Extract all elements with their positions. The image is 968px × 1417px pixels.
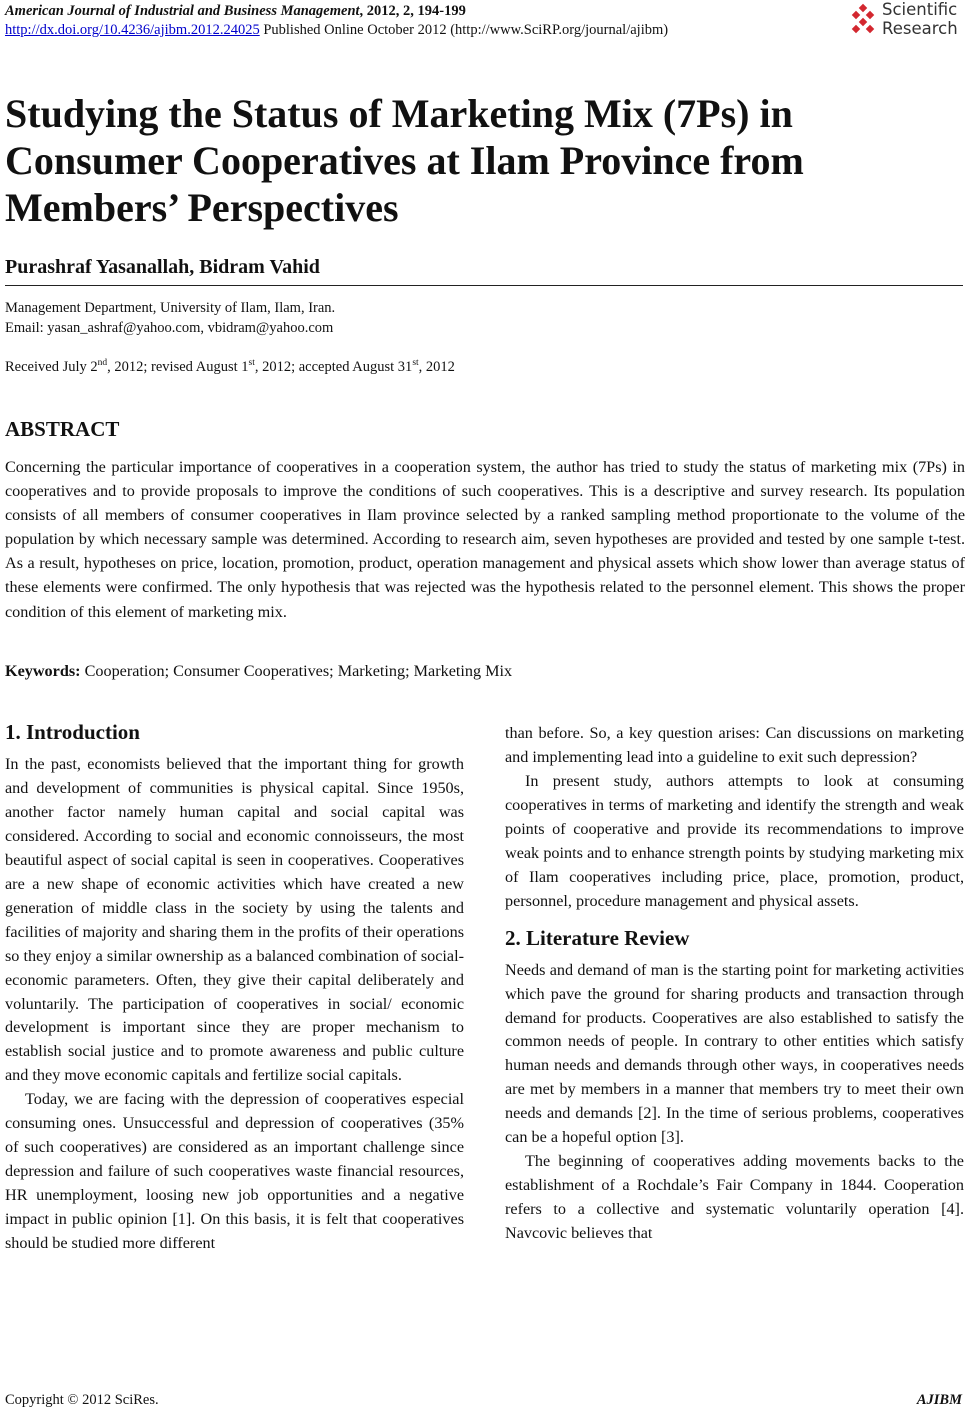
affiliation: Management Department, University of Ilam, Ilam, Iran. (5, 300, 336, 316)
abstract-text: Concerning the particular importance of cooperatives in a cooperation system, the author has tried to study the status of marketing mix (7Ps) in cooperatives and to provide proposals to improve the conditions of such cooperatives. This is a descriptive and survey research. Its population consists of all members of consumer cooperatives in Ilam province selected by a ranked sampling method proportionate to the volume of the population by which necessary sample was determined. According to research aim, seven hypotheses are provided and tested by one sample t-test. As a result, hypotheses on price, location, promotion, product, operation management and physical assets which show lower than average status of these elements were confirmed. The only hypothesis that was rejected was the hypothesis related to the personnel element. This shows the proper condition of this element of marketing mix. (5, 458, 965, 621)
introduction-paragraph-1: In the past, economists believed that the important thing for growth and development of communities is physical capital. Since 1950s, another factor namely human capital and social capital was considered. According to social and economic connoisseurs, the most beautiful aspect of social capital is seen in cooperatives. Cooperatives are a new shape of economic activities which have created a new generation of middle class in the society by using the talents and facilities of majority and sharing them in the profits of their operations so they enjoy a similar ownership as a balanced combination of social-economic parameters. Often, they give their capital deliberately and voluntarily. The participation of cooperatives in social/ economic development is important since they are proper mechanism to establish social justice and to promote awareness and public culture and they move economic capitals and fertilize social capitals. (5, 755, 464, 1085)
literature-paragraph-2: The beginning of cooperatives adding movements backs to the establishment of a Rochdale’s Fair Company in 1844. Cooperation refers to a collective and systematic voluntarily operation [4]. Navcovic believes that (505, 1152, 964, 1243)
introduction-paragraph-3: than before. So, a key question arises: Can discussions on marketing and implementing lead into a guideline to exit such depression? (505, 724, 964, 766)
affiliation-block (5, 298, 335, 338)
received-text-3: , 2012; accepted August 31 (254, 358, 413, 375)
doi-link[interactable]: http://dx.doi.org/10.4236/ajibm.2012.24025 (5, 22, 260, 38)
keywords-line (5, 662, 512, 681)
abstract-heading: ABSTRACT (5, 417, 120, 441)
journal-volume: , 2012, 2, 194-199 (359, 3, 466, 19)
section-heading-literature-review: 2. Literature Review (505, 925, 690, 950)
received-sup-1: nd (97, 358, 108, 368)
paper-title: Studying the Status of Marketing Mix (7Ps) in Consumer Cooperatives at Ilam Province from Members’ Perspectives (5, 91, 804, 230)
logo-line1: Scientific (882, 0, 958, 19)
introduction-paragraph-4: In present study, authors attempts to look at consuming cooperatives in terms of marketing and identify the strength and weak points of cooperative and provide its recommendations to improve weak points and to enhance strength points by studying marketing mix of Ilam cooperatives including price, place, promotion, product, personnel, procedure management and physical assets. (505, 771, 964, 910)
received-text-4: , 2012 (418, 358, 455, 375)
keywords-label: Keywords: (5, 662, 81, 680)
title-divider (5, 285, 963, 286)
published-online: Published Online October 2012 (http://www.SciRP.org/journal/ajibm) (259, 22, 669, 38)
journal-citation (5, 3, 466, 20)
logo-text (882, 0, 958, 38)
received-sup-2: st (248, 358, 255, 368)
email: Email: yasan_ashraf@yahoo.com, vbidram@yahoo.com (5, 320, 334, 336)
journal-abbreviation: AJIBM (916, 1392, 962, 1408)
doi-line (5, 22, 668, 39)
received-text-1: Received July 2 (5, 358, 98, 375)
keywords-list: Cooperation; Consumer Cooperatives; Marketing; Marketing Mix (80, 662, 513, 680)
author-list: Purashraf Yasanallah, Bidram Vahid (5, 256, 320, 278)
introduction-paragraph-2: Today, we are facing with the depression of cooperatives especial consuming ones. Unsuccessful and depression of cooperatives (35% of such cooperatives) are considered as an important challenge since depression and failure of such cooperatives waste financial resources, HR unemployment, loosing new job opportunities and a negative impact in public opinion [1]. On this basis, it is felt that cooperatives should be studied more different (5, 1090, 464, 1253)
left-column (5, 718, 464, 1256)
literature-paragraph-1: Needs and demand of man is the starting point for marketing activities which pave the ground for sharing products and transaction through demand for products. Cooperatives are also established to satisfy the common needs of people. In contrary to other entities which satisfy human needs and demands through other ways, in cooperatives needs are met by members in a manner that members try to meet their own needs and demands [2]. In the time of serious problems, cooperatives can be a hopeful option [3]. (505, 960, 964, 1147)
journal-name: American Journal of Industrial and Business Management (5, 3, 360, 19)
section-heading-introduction: 1. Introduction (5, 720, 140, 744)
scientific-research-logo (850, 0, 968, 44)
copyright-notice: Copyright © 2012 SciRes. (5, 1392, 159, 1408)
received-text-2: , 2012; revised August 1 (107, 358, 249, 375)
logo-line2: Research (882, 19, 958, 38)
right-column (505, 722, 964, 1246)
received-dates (5, 358, 455, 376)
received-sup-3: st (412, 358, 419, 368)
